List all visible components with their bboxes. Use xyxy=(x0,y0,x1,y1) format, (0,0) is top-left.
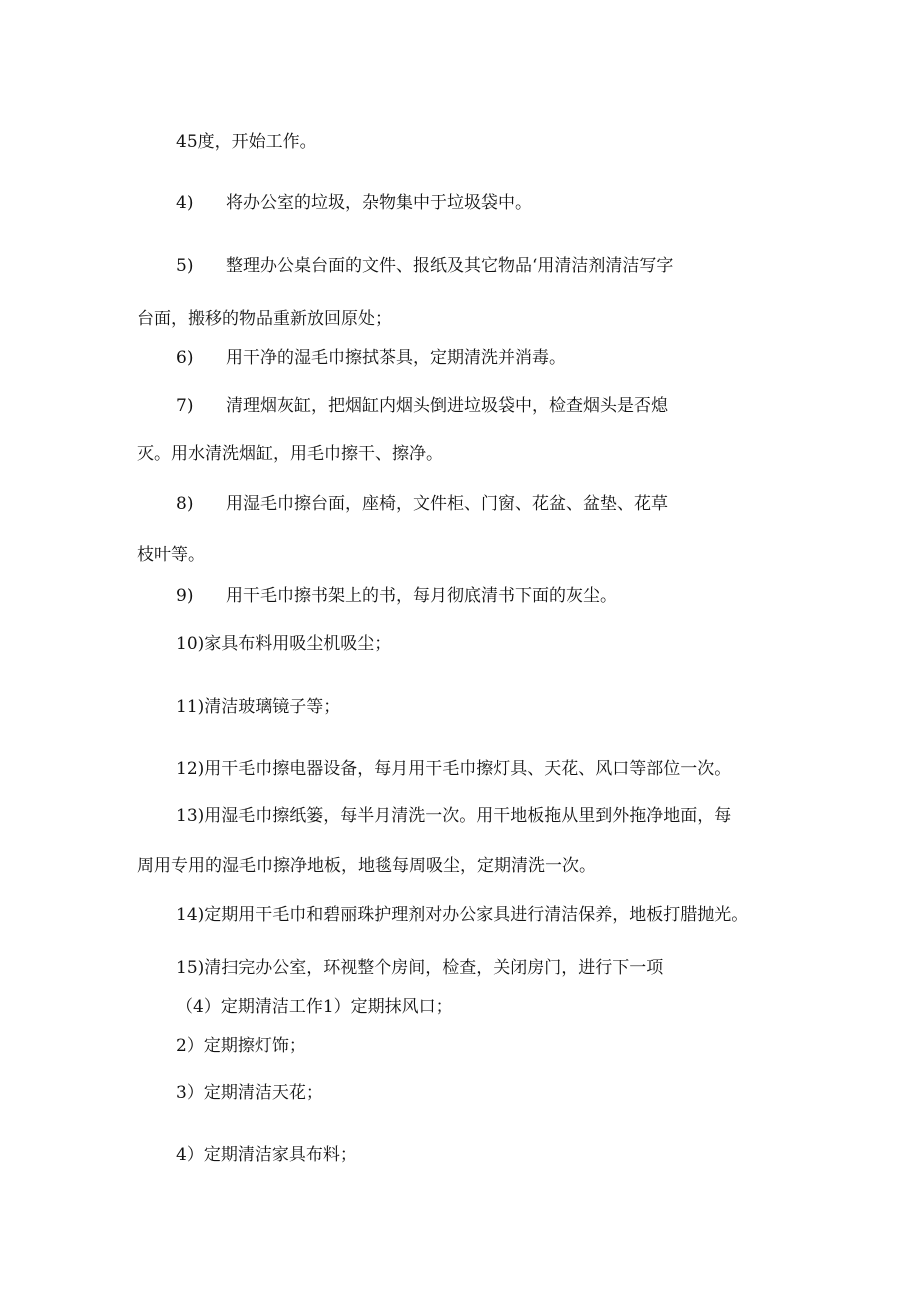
line-text: 45度，开始工作。 xyxy=(176,132,317,152)
text-line xyxy=(176,132,317,152)
list-item-14 xyxy=(176,905,748,925)
item-number: 5) xyxy=(176,256,194,276)
list-item-13 xyxy=(176,806,731,826)
item-number: 8) xyxy=(176,494,194,514)
line-text: 10)家具布料用吸尘机吸尘； xyxy=(176,634,392,654)
line-text: 2）定期擦灯饰； xyxy=(176,1036,306,1056)
line-text: 4）定期清洁家具布料； xyxy=(176,1145,357,1165)
line-text: 12)用干毛巾擦电器设备，每月用干毛巾擦灯具、天花、风口等部位一次。 xyxy=(176,759,732,779)
list-item-9 xyxy=(176,586,617,606)
line-text: 3）定期清洁天花； xyxy=(176,1083,323,1103)
list-item-5 xyxy=(176,256,673,276)
list-item-12 xyxy=(176,759,731,779)
list-item-10 xyxy=(176,634,391,654)
line-text: 枝叶等。 xyxy=(137,545,205,565)
line-text: 台面，搬移的物品重新放回原处； xyxy=(137,309,392,329)
list-item-15 xyxy=(176,958,663,978)
item-number: 9) xyxy=(176,586,194,606)
line-text: 用湿毛巾擦台面，座椅，文件柜、门窗、花盆、盆垫、花草 xyxy=(226,494,668,514)
line-text: 14)定期用干毛巾和碧丽珠护理剂对办公家具进行清洁保养，地板打腊抛光。 xyxy=(176,905,749,925)
list-item-7 xyxy=(176,396,668,416)
line-text: 用干净的湿毛巾擦拭茶具，定期清洗并消毒。 xyxy=(226,348,566,368)
item-number: 4) xyxy=(176,193,194,213)
list-item-periodic-3 xyxy=(176,1083,323,1103)
list-item-4 xyxy=(176,193,532,213)
item-number: 7) xyxy=(176,396,194,416)
line-text: 用干毛巾擦书架上的书，每月彻底清书下面的灰尘。 xyxy=(226,586,617,606)
line-text: 灭。用水清洗烟缸，用毛巾擦干、擦净。 xyxy=(137,444,443,464)
list-item-periodic-2 xyxy=(176,1036,306,1056)
line-text: 整理办公桌台面的文件、报纸及其它物品‘用清洁剂清洁写字 xyxy=(226,256,674,276)
line-text: 11)清洁玻璃镜子等； xyxy=(176,697,341,717)
list-item-11 xyxy=(176,697,340,717)
line-text: 15)清扫完办公室，环视整个房间，检查，关闭房门，进行下一项 xyxy=(176,958,664,978)
line-text: 周用专用的湿毛巾擦净地板，地毯每周吸尘，定期清洗一次。 xyxy=(137,856,596,876)
section-heading xyxy=(176,997,453,1017)
text-line xyxy=(137,309,392,329)
line-text: 将办公室的垃圾，杂物集中于垃圾袋中。 xyxy=(226,193,532,213)
text-line xyxy=(137,545,205,565)
text-line xyxy=(137,856,596,876)
list-item-periodic-4 xyxy=(176,1145,357,1165)
line-text: 清理烟灰缸，把烟缸内烟头倒进垃圾袋中，检查烟头是否熄 xyxy=(226,396,668,416)
line-text: 13)用湿毛巾擦纸篓，每半月清洗一次。用干地板拖从里到外拖净地面，每 xyxy=(176,806,732,826)
text-line xyxy=(137,444,443,464)
line-text: （4）定期清洁工作1）定期抹风口； xyxy=(176,997,453,1017)
list-item-6 xyxy=(176,348,566,368)
item-number: 6) xyxy=(176,348,194,368)
list-item-8 xyxy=(176,494,668,514)
